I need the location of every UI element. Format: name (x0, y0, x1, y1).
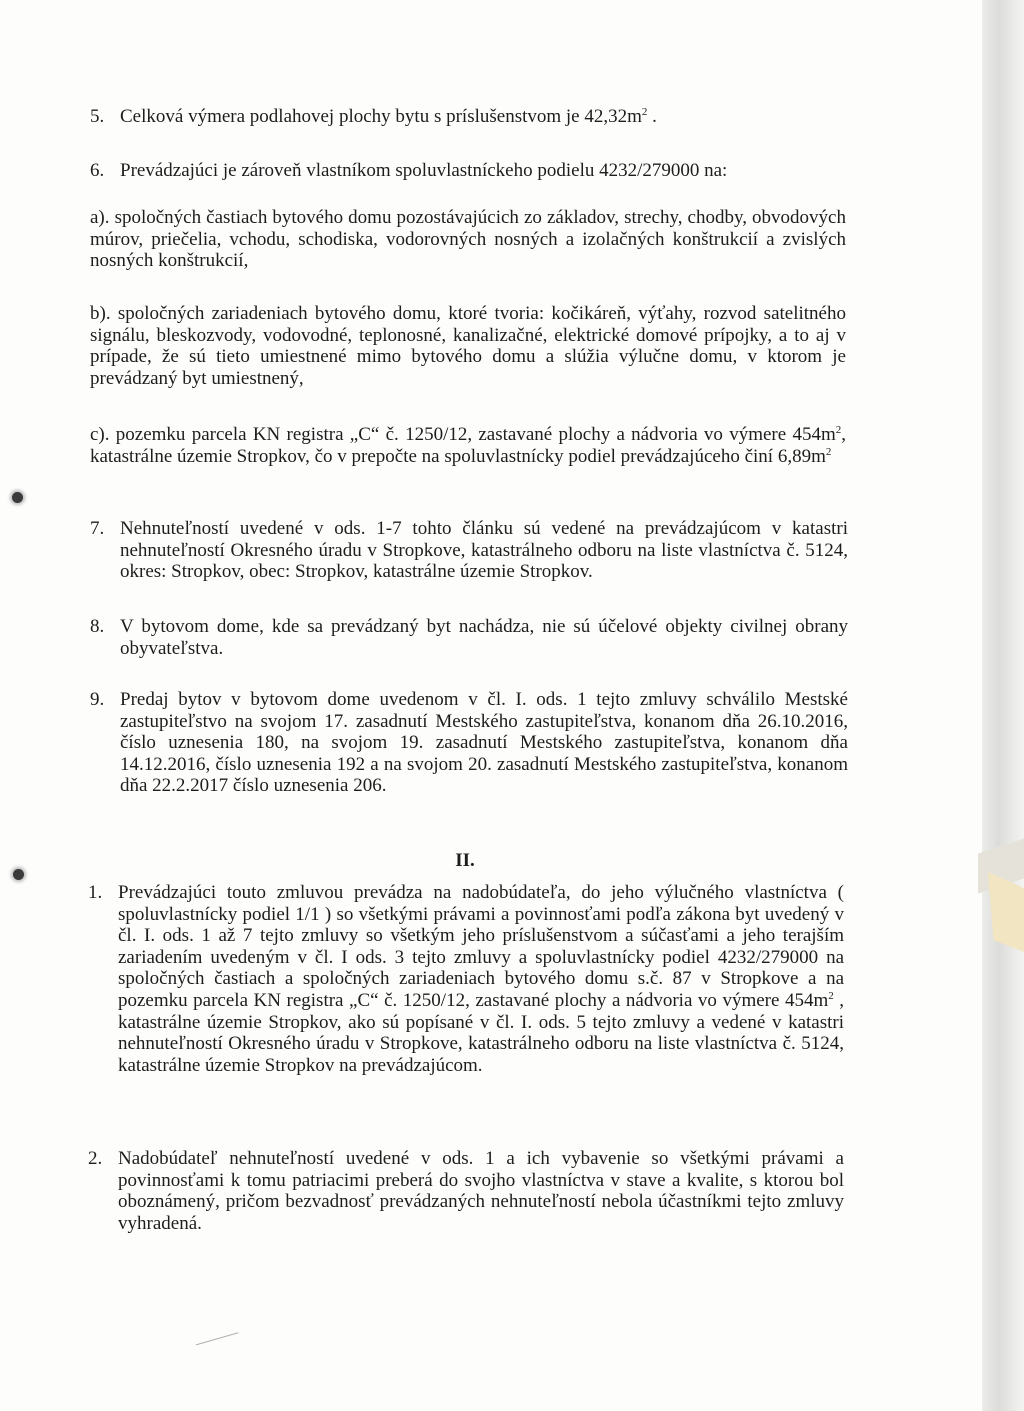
section-2-item-1-text-2: , katastrálne územie Stropkov, ako sú popísané v čl. I. ods. 5 tejto zmluvy a vedené v katastri nehnuteľností Okresného úradu v Stropkove, katastrálneho odboru na liste vlastníctva č. 5124, katastrálne územie Stropkov na prevádzajúcom. (118, 989, 844, 1076)
superscript: 2 (641, 106, 648, 118)
punch-hole-bottom (13, 869, 24, 880)
item-number: 9. (90, 689, 105, 710)
item-5-text-end: . (647, 106, 657, 127)
superscript: 2 (835, 424, 842, 436)
superscript: 2 (825, 445, 832, 458)
item-number: 2. (88, 1148, 103, 1169)
item-number: 8. (90, 616, 105, 637)
sub-item-a: a). spoločných častiach bytového domu pozostávajúcich zo základov, strechy, chodby, obvodových múrov, priečelia, vchodu, schodiska, vodorovných nosných a izolačných konštrukcií a zvislých nosných konštrukcií, (90, 207, 846, 272)
sub-item-b: b). spoločných zariadeniach bytového domu, ktoré tvoria: kočikáreň, výťahy, rozvod satelitného signálu, bleskozvody, vodovodné, teplonosné, kanalizačné, elektrické domové prípojky, a to aj v prípade, že sú tieto umiestnené mimo bytového domu a slúžia výlučne domu, v ktorom je prevádzaný byt umiestnený, (90, 303, 846, 389)
item-number: 6. (90, 160, 105, 181)
item-number: 5. (90, 106, 105, 127)
section-heading: II. (455, 850, 475, 871)
item-9-text: Predaj bytov v bytovom dome uvedenom v čl. I. ods. 1 tejto zmluvy schválilo Mestské zastupiteľstvo na svojom 17. zasadnutí Mestského zastupiteľstva, konanom dňa 26.10.2016, číslo uznesenia 180, na svojom 19. zasadnutí Mestského zastupiteľstva, konanom dňa 14.12.2016, číslo uznesenia 192 a na svojom 20. zasadnutí Mestského zastupiteľstva, konanom dňa 22.2.2017 číslo uznesenia 206. (120, 689, 848, 797)
item-7-text: Nehnuteľností uvedené v ods. 1-7 tohto článku sú vedené na prevádzajúcom v katastri nehnuteľností Okresného úradu v Stropkove, katastrálneho odboru na liste vlastníctva č. 5124, okres: Stropkov, obec: Stropkov, katastrálne územie Stropkov. (120, 518, 848, 583)
punch-hole-top (12, 492, 23, 503)
section-2-item-2-text: Nadobúdateľ nehnuteľností uvedené v ods. 1 a ich vybavenie so všetkými právami a povinnosťami k tomu patriacimi preberá do svojho vlastníctva v stave a kvalite, s ktorou bol oboznámený, pričom bezvadnosť prevádzaných nehnuteľností nebola účastníkmi tejto zmluvy vyhradená. (118, 1148, 844, 1234)
sub-item-c (90, 424, 846, 467)
section-2-item-1-text (118, 882, 844, 1076)
item-number: 7. (90, 518, 105, 539)
item-8-text: V bytovom dome, kde sa prevádzaný byt nachádza, nie sú účelové objekty civilnej obrany obyvateľstva. (120, 616, 848, 659)
item-5-text (120, 106, 760, 128)
sub-item-c-text-1: c). pozemku parcela KN registra „C“ č. 1250/12, zastavané plochy a nádvoria vo výmere 454m (90, 424, 836, 445)
item-number: 1. (88, 882, 103, 903)
item-5-text-main: Celková výmera podlahovej plochy bytu s príslušenstvom je 42,32m (120, 106, 642, 127)
superscript: 2 (828, 989, 834, 1002)
section-2-item-1-text-1: Prevádzajúci touto zmluvou prevádza na nadobúdateľa, do jeho výlučného vlastníctva ( spoluvlastnícky podiel 1/1 ) so všetkými právami a povinnosťami podľa zákona byt uvedený v čl. I. ods. 1 až 7 tejto zmluvy so všetkým jeho príslušenstvom a súčasťami a jeho terajším zariadením uvedeným v čl. I ods. 3 tejto zmluvy a spoluvlastnícky podiel 4232/279000 na spoločných častiach a spoločných zariadeniach bytového domu s.č. 87 v Stropkove a na pozemku parcela KN registra „C“ č. 1250/12, zastavané plochy a nádvoria vo výmere 454m (118, 882, 844, 1011)
item-6-text: Prevádzajúci je zároveň vlastníkom spoluvlastníckeho podielu 4232/279000 na: (120, 160, 728, 181)
sub-item-c-text-2: , katastrálne územie Stropkov, čo v prepočte na spoluvlastnícky podiel prevádzajúceho činí 6,89m (90, 424, 846, 467)
next-page-edge (982, 0, 1024, 1411)
